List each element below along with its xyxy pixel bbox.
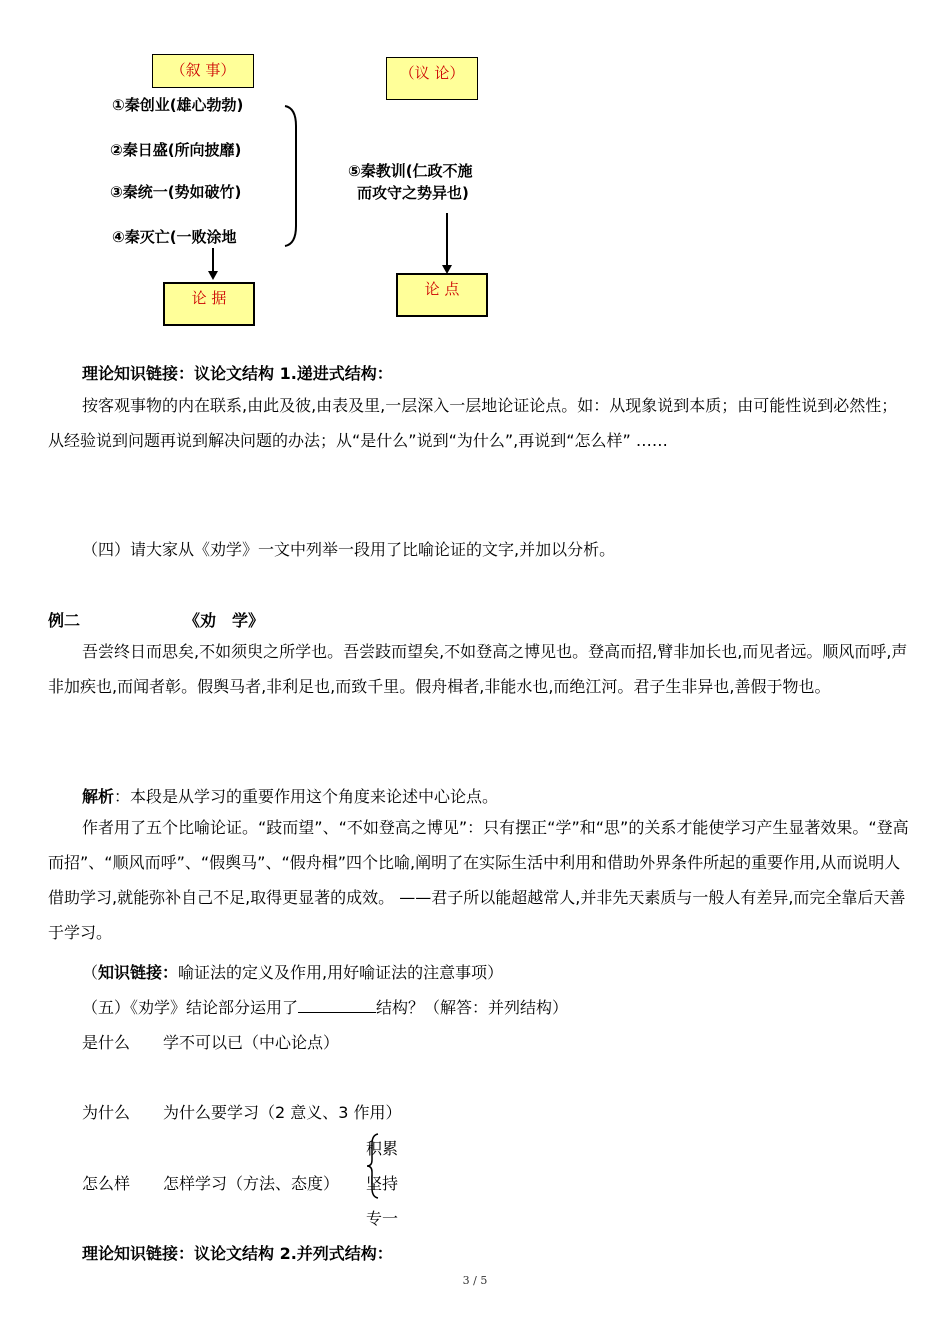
- question-5-after: 结构？（解答：并列结构）: [376, 998, 569, 1017]
- evidence-arrow-line: [212, 248, 214, 271]
- narrative-label: （叙 事）: [170, 61, 236, 79]
- question-4: （四）请大家从《劝学》一文中列举一段用了比喻论证的文字,并加以分析。: [82, 540, 616, 559]
- analysis-line: [82, 784, 498, 807]
- evidence-label-box: [163, 282, 255, 326]
- argument-label-box: [386, 57, 478, 100]
- event-2: ②秦日盛(所向披靡): [110, 141, 242, 159]
- page-number: 3 / 5: [462, 1274, 488, 1287]
- argument-label: （议 论）: [399, 64, 465, 82]
- row1-label: 是什么: [82, 1033, 131, 1052]
- evidence-arrow-head: [208, 271, 218, 280]
- example2-title: 《劝 学》: [184, 611, 265, 630]
- analysis-intro: ：本段是从学习的重要作用这个角度来论述中心论点。: [114, 787, 499, 806]
- analysis-paragraph: 作者用了五个比喻论证。“跂而望”、“不如登高之博见”：只有摆正“学”和“思”的关系才能使学习产生显著效果。“登高而招”、“顺风而呼”、“假舆马”、“假舟楫”四个比喻,阐明了在实际生活中利用和借助外界条件所起的重要作用,从而说明人借助学习,就能弥补自己不足,取得更显著的成效。 ——君子所以能超越常人,并非先天素质与一般人有差异,而完全靠后天善于学习。: [48, 818, 909, 942]
- example2-label: 例二: [48, 611, 81, 630]
- row3-label: 怎么样: [82, 1174, 131, 1193]
- row2-label: 为什么: [82, 1103, 131, 1122]
- knowledge-link-text: 喻证法的定义及作用,用好喻证法的注意事项）: [178, 963, 504, 982]
- lesson-line-2: 而攻守之势异也): [357, 184, 469, 202]
- method-accumulate: 积累: [366, 1139, 399, 1158]
- grouping-bracket: [282, 104, 302, 248]
- thesis-label-box: [396, 273, 488, 317]
- knowledge-link: [82, 960, 503, 983]
- thesis-label: 论 点: [424, 280, 460, 298]
- row3-text: 怎样学习（方法、态度）: [163, 1174, 340, 1193]
- thesis-arrow-line: [446, 213, 448, 266]
- theory1-heading: 理论知识链接：议论文结构 1.递进式结构：: [82, 364, 393, 383]
- theory1-body: 按客观事物的内在联系,由此及彼,由表及里,一层深入一层地论证论点。如：从现象说到本质；由可能性说到必然性；从经验说到问题再说到解决问题的办法；从“是什么”说到“为什么”,再说到“怎么样” ……: [48, 396, 898, 450]
- event-4: ④秦灭亡(一败涂地: [112, 228, 237, 246]
- method-focus: 专一: [366, 1209, 399, 1228]
- event-1: ①秦创业(雄心勃勃): [112, 96, 244, 114]
- knowledge-link-open: （: [82, 963, 99, 982]
- question-5-before: （五）《劝学》结论部分运用了: [82, 998, 299, 1017]
- narrative-label-box: [152, 54, 254, 88]
- method-persist: 坚持: [366, 1174, 399, 1193]
- lesson-line-1: ⑤秦教训(仁政不施: [348, 162, 473, 180]
- example2-passage: 吾尝终日而思矣,不如须臾之所学也。吾尝跂而望矣,不如登高之博见也。登高而招,臂非加长也,而见者远。顺风而呼,声非加疾也,而闻者彰。假舆马者,非利足也,而致千里。假舟楫者,非能水也,而绝江河。君子生非异也,善假于物也。: [48, 642, 908, 696]
- row1-text: 学不可以已（中心论点）: [163, 1033, 340, 1052]
- answer-blank: [298, 998, 376, 1013]
- theory2-heading: 理论知识链接：议论文结构 2.并列式结构：: [82, 1244, 393, 1263]
- evidence-label: 论 据: [191, 289, 227, 307]
- knowledge-link-label: 知识链接：: [98, 963, 179, 982]
- event-3: ③秦统一(势如破竹): [110, 183, 242, 201]
- row2-text: 为什么要学习（2 意义、3 作用）: [163, 1103, 402, 1122]
- analysis-label: 解析: [82, 787, 115, 806]
- question-5: [82, 995, 568, 1018]
